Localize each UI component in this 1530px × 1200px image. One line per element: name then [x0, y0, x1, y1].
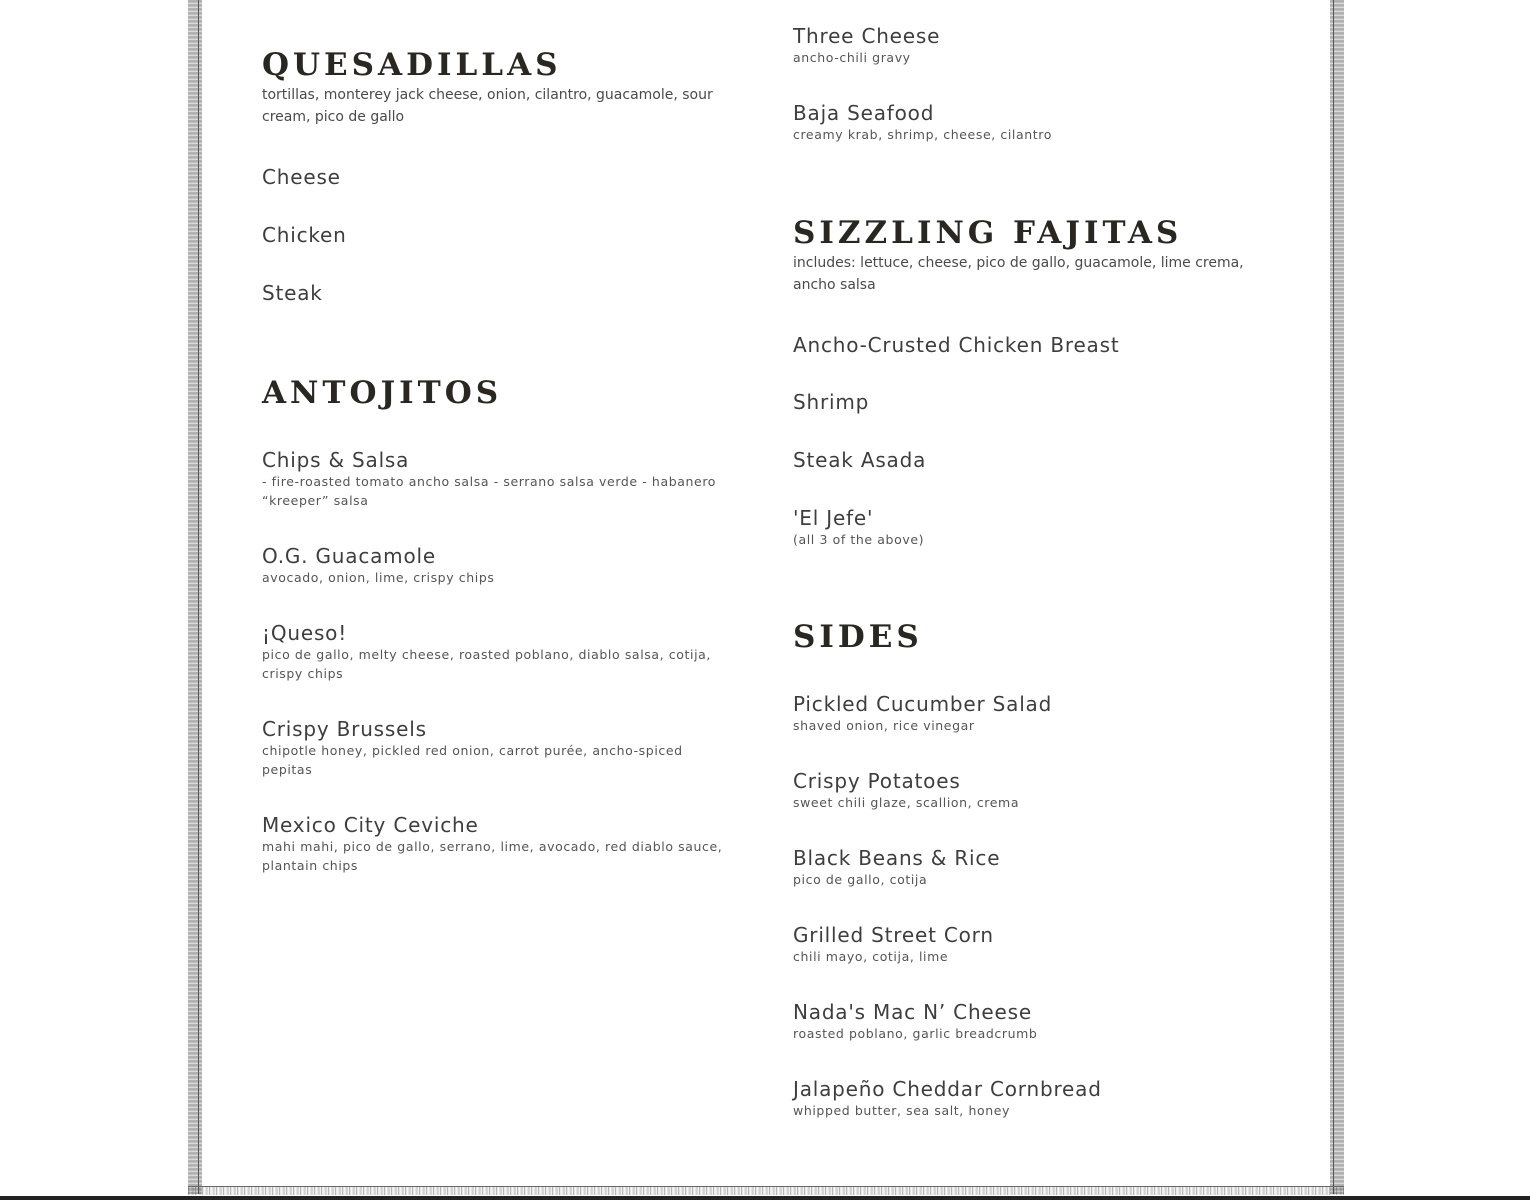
menu-item — [793, 846, 1263, 889]
menu-item-description: whipped butter, sea salt, honey — [793, 1103, 1011, 1118]
menu-item-name: Ancho-Crusted Chicken Breast — [793, 333, 1120, 357]
menu-item-name: Steak Asada — [793, 448, 927, 472]
menu-item-name: Baja Seafood — [793, 101, 935, 125]
menu-item — [793, 923, 1263, 966]
menu-item-name: Crispy Brussels — [262, 717, 427, 741]
menu-item-name: Shrimp — [793, 390, 870, 414]
menu-item — [793, 769, 1263, 812]
section-title: QUESADILLAS — [262, 47, 562, 83]
menu-item — [793, 1077, 1263, 1120]
menu-item-name: Jalapeño Cheddar Cornbread — [793, 1077, 1102, 1101]
menu-item-name: Chips & Salsa — [262, 448, 410, 472]
menu-item-name: Nada's Mac N’ Cheese — [793, 1000, 1032, 1024]
menu-item-description: mahi mahi, pico de gallo, serrano, lime, avocado, red diablo sauce, plantain chips — [262, 839, 723, 873]
menu-item-description: (all 3 of the above) — [793, 532, 925, 547]
menu-item — [793, 390, 1263, 414]
menu-item-description: chili mayo, cotija, lime — [793, 949, 949, 964]
menu-item-name: Black Beans & Rice — [793, 846, 1001, 870]
menu-item — [793, 101, 1263, 144]
menu-item-name: Cheese — [262, 165, 341, 189]
menu-border-bottom — [188, 1186, 1344, 1195]
menu-item-description: roasted poblano, garlic breadcrumb — [793, 1026, 1038, 1041]
menu-item-name: Steak — [262, 281, 323, 305]
menu-item — [793, 448, 1263, 472]
menu-item — [262, 717, 732, 779]
menu-border-left — [188, 0, 202, 1194]
section-description: tortillas, monterey jack cheese, onion, cilantro, guacamole, sour cream, pico de gallo — [262, 87, 713, 125]
menu-item — [262, 621, 732, 683]
menu-item-name: O.G. Guacamole — [262, 544, 436, 568]
page-bottom-edge — [0, 1196, 1530, 1200]
menu-item — [262, 544, 732, 587]
menu-item — [262, 281, 732, 305]
menu-item — [793, 692, 1263, 735]
menu-item-name: Crispy Potatoes — [793, 769, 961, 793]
section-sizzling-fajitas — [793, 215, 1263, 296]
menu-item-name: Chicken — [262, 223, 347, 247]
menu-item — [262, 813, 732, 875]
menu-item-description: creamy krab, shrimp, cheese, cilantro — [793, 127, 1052, 142]
menu-item-description: shaved onion, rice vinegar — [793, 718, 975, 733]
menu-item-description: sweet chili glaze, scallion, crema — [793, 795, 1020, 810]
section-title: SIZZLING FAJITAS — [793, 215, 1183, 251]
menu-item — [262, 223, 732, 247]
menu-item-name: Grilled Street Corn — [793, 923, 994, 947]
section-title: ANTOJITOS — [262, 375, 503, 411]
menu-item — [793, 333, 1263, 357]
menu-border-right — [1330, 0, 1344, 1194]
menu-item-description: pico de gallo, melty cheese, roasted poblano, diablo salsa, cotija, crispy chips — [262, 647, 711, 681]
menu-item-description: chipotle honey, pickled red onion, carrot purée, ancho-spiced pepitas — [262, 743, 683, 777]
menu-item-name: ¡Queso! — [262, 621, 348, 645]
section-title: SIDES — [793, 619, 923, 655]
menu-item-name: Mexico City Ceviche — [262, 813, 479, 837]
menu-item — [793, 1000, 1263, 1043]
menu-item — [793, 506, 1263, 549]
menu-item — [262, 448, 732, 510]
menu-item-description: pico de gallo, cotija — [793, 872, 928, 887]
menu-item — [262, 165, 732, 189]
menu-item-name: Pickled Cucumber Salad — [793, 692, 1053, 716]
menu-item-name: Three Cheese — [793, 24, 941, 48]
menu-item — [793, 24, 1263, 67]
menu-item-description: ancho-chili gravy — [793, 50, 911, 65]
menu-item-description: avocado, onion, lime, crispy chips — [262, 570, 495, 585]
section-sides — [793, 619, 1263, 655]
menu-item-name: 'El Jefe' — [793, 506, 874, 530]
section-antojitos — [262, 375, 732, 411]
section-quesadillas — [262, 47, 732, 128]
menu-item-description: - fire-roasted tomato ancho salsa - serrano salsa verde - habanero “kreeper” salsa — [262, 474, 717, 508]
section-description: includes: lettuce, cheese, pico de gallo, guacamole, lime crema, ancho salsa — [793, 255, 1244, 293]
